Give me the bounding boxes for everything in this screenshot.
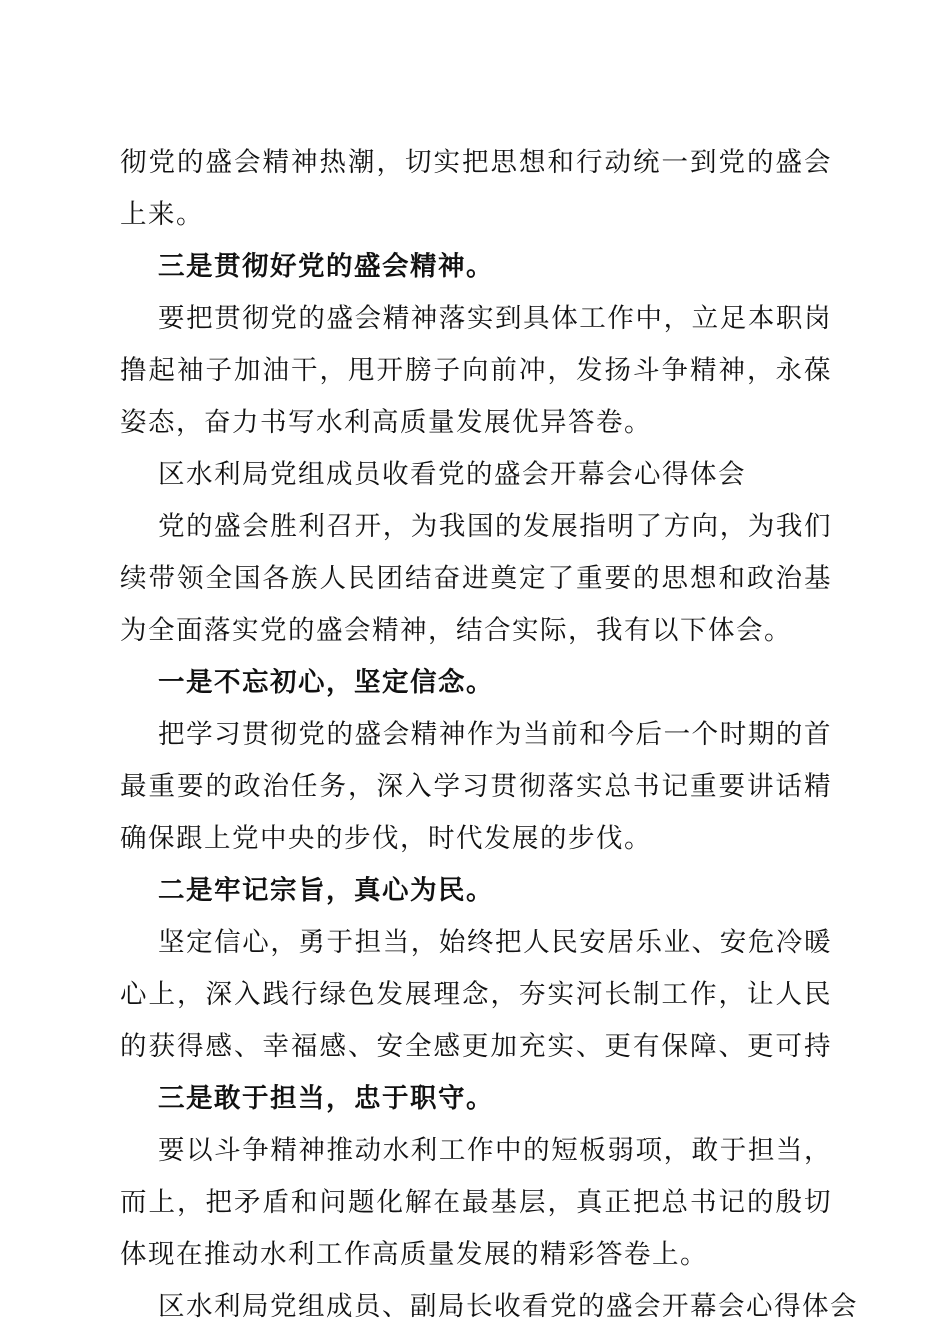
body-text-line: 彻党的盛会精神热潮，切实把思想和行动统一到党的盛会 (120, 147, 832, 178)
body-text-line: 党的盛会胜利召开，为我国的发展指明了方向，为我们 (158, 511, 832, 542)
body-text-line: 坚定信心，勇于担当，始终把人民安居乐业、安危冷暖 (158, 927, 832, 958)
body-text-line: 为全面落实党的盛会精神，结合实际，我有以下体会。 (120, 615, 792, 646)
body-text-line: 上来。 (120, 199, 204, 230)
section-heading: 一是不忘初心，坚定信念。 (158, 667, 494, 698)
body-text-line: 要以斗争精神推动水利工作中的短板弱项，敢于担当， (158, 1135, 832, 1166)
body-text-line: 把学习贯彻党的盛会精神作为当前和今后一个时期的首 (158, 719, 832, 750)
body-text-line: 撸起袖子加油干，甩开膀子向前冲，发扬斗争精神，永葆 (120, 355, 832, 386)
article-title: 区水利局党组成员、副局长收看党的盛会开幕会心得体会 (158, 1291, 858, 1322)
body-text-line: 续带领全国各族人民团结奋进奠定了重要的思想和政治基 (120, 563, 832, 594)
document-page (120, 137, 858, 1333)
body-text-line: 而上，把矛盾和问题化解在最基层，真正把总书记的殷切 (120, 1187, 832, 1218)
body-text-line: 最重要的政治任务，深入学习贯彻落实总书记重要讲话精 (120, 771, 832, 802)
section-heading: 二是牢记宗旨，真心为民。 (158, 875, 494, 906)
body-text-line: 体现在推动水利工作高质量发展的精彩答卷上。 (120, 1239, 708, 1270)
body-text-line: 要把贯彻党的盛会精神落实到具体工作中，立足本职岗 (158, 303, 832, 334)
body-text-line: 心上，深入践行绿色发展理念，夯实河长制工作，让人民 (120, 979, 832, 1010)
article-title: 区水利局党组成员收看党的盛会开幕会心得体会 (158, 459, 746, 490)
body-text-line: 的获得感、幸福感、安全感更加充实、更有保障、更可持 (120, 1031, 832, 1062)
section-heading: 三是贯彻好党的盛会精神。 (158, 251, 494, 282)
body-text-line: 确保跟上党中央的步伐，时代发展的步伐。 (120, 823, 652, 854)
body-text-line: 姿态，奋力书写水利高质量发展优异答卷。 (120, 407, 652, 438)
section-heading: 三是敢于担当，忠于职守。 (158, 1083, 494, 1114)
